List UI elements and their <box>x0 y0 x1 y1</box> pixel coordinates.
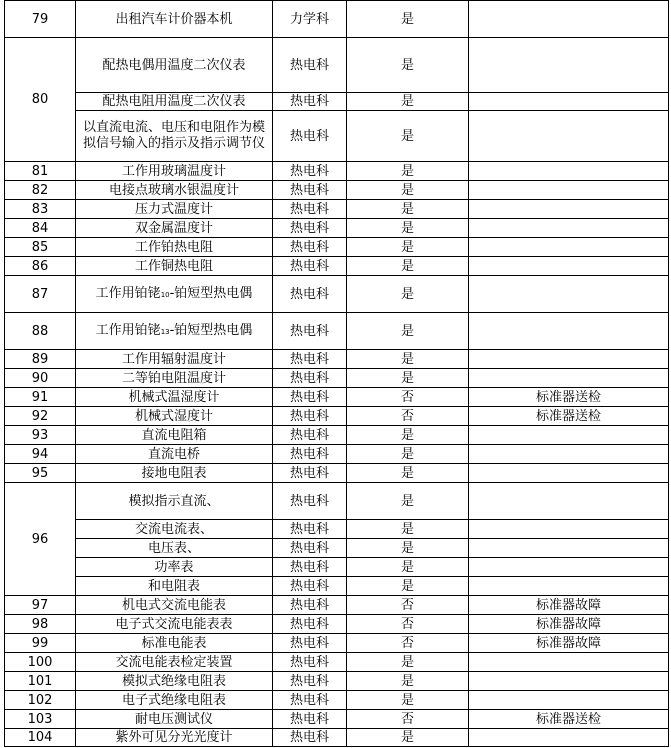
row-number: 101 <box>5 672 76 691</box>
department: 热电科 <box>273 615 347 634</box>
department: 热电科 <box>273 520 347 539</box>
note <box>469 313 669 350</box>
status-flag: 是 <box>347 313 469 350</box>
row-number: 98 <box>5 615 76 634</box>
status-flag: 是 <box>347 653 469 672</box>
note <box>469 653 669 672</box>
department: 热电科 <box>273 483 347 520</box>
table-row <box>5 653 669 672</box>
note <box>469 577 669 596</box>
instrument-name: 交流电能表检定装置 <box>76 653 273 672</box>
note: 标准器故障 <box>469 596 669 615</box>
status-flag: 否 <box>347 710 469 729</box>
status-flag: 是 <box>347 38 469 93</box>
status-flag: 是 <box>347 539 469 558</box>
row-number: 91 <box>5 388 76 407</box>
row-number: 102 <box>5 691 76 710</box>
note <box>469 729 669 747</box>
status-flag: 是 <box>347 350 469 369</box>
note <box>469 539 669 558</box>
instrument-name: 交流电流表、 <box>76 520 273 539</box>
department: 热电科 <box>273 539 347 558</box>
instrument-name: 直流电阻箱 <box>76 426 273 445</box>
status-flag: 是 <box>347 672 469 691</box>
instrument-name: 接地电阻表 <box>76 464 273 483</box>
department: 热电科 <box>273 729 347 747</box>
note <box>469 93 669 111</box>
table-row <box>5 93 669 111</box>
instrument-name: 工作铂热电阻 <box>76 238 273 257</box>
table-row <box>5 238 669 257</box>
table-row <box>5 483 669 520</box>
note <box>469 111 669 162</box>
table-row <box>5 407 669 426</box>
department: 热电科 <box>273 596 347 615</box>
status-flag: 否 <box>347 596 469 615</box>
note <box>469 200 669 219</box>
table-row <box>5 276 669 313</box>
status-flag: 是 <box>347 445 469 464</box>
status-flag: 否 <box>347 634 469 653</box>
table-row <box>5 672 669 691</box>
instrument-name <box>76 276 273 313</box>
department: 热电科 <box>273 257 347 276</box>
note: 标准器故障 <box>469 615 669 634</box>
note <box>469 276 669 313</box>
status-flag: 是 <box>347 691 469 710</box>
table-row <box>5 596 669 615</box>
note <box>469 483 669 520</box>
instrument-name: 以直流电流、电压和电阻作为模拟信号输入的指示及指示调节仪 <box>76 111 273 162</box>
instrument-name: 压力式温度计 <box>76 200 273 219</box>
status-flag: 是 <box>347 238 469 257</box>
note <box>469 426 669 445</box>
row-number: 81 <box>5 162 76 181</box>
status-flag: 是 <box>347 577 469 596</box>
status-flag: 是 <box>347 181 469 200</box>
row-number: 100 <box>5 653 76 672</box>
instrument-name: 电子式绝缘电阻表 <box>76 691 273 710</box>
name-part: 工作用铂铑 <box>95 285 161 301</box>
instrument-name <box>76 313 273 350</box>
table-row <box>5 388 669 407</box>
subscript: 10 <box>160 290 170 299</box>
table-row <box>5 539 669 558</box>
department: 热电科 <box>273 350 347 369</box>
note <box>469 558 669 577</box>
department: 热电科 <box>273 313 347 350</box>
department: 热电科 <box>273 464 347 483</box>
instrument-name: 工作铜热电阻 <box>76 257 273 276</box>
instrument-name: 电压表、 <box>76 539 273 558</box>
status-flag: 是 <box>347 729 469 747</box>
subscript: 13 <box>160 327 170 336</box>
instrument-name: 模拟式绝缘电阻表 <box>76 672 273 691</box>
note <box>469 445 669 464</box>
instrument-name: 电子式交流电能表表 <box>76 615 273 634</box>
department: 热电科 <box>273 558 347 577</box>
department: 热电科 <box>273 111 347 162</box>
table-row <box>5 729 669 747</box>
note <box>469 520 669 539</box>
department: 热电科 <box>273 38 347 93</box>
table-row <box>5 162 669 181</box>
status-flag: 是 <box>347 200 469 219</box>
department: 热电科 <box>273 653 347 672</box>
department: 热电科 <box>273 369 347 388</box>
table-row <box>5 313 669 350</box>
table-row <box>5 181 669 200</box>
table-row <box>5 520 669 539</box>
instrument-name: 二等铂电阻温度计 <box>76 369 273 388</box>
department: 热电科 <box>273 200 347 219</box>
note <box>469 38 669 93</box>
name-part: 工作用铂铑 <box>95 322 161 338</box>
status-flag: 是 <box>347 93 469 111</box>
department: 热电科 <box>273 162 347 181</box>
department: 热电科 <box>273 388 347 407</box>
row-number: 103 <box>5 710 76 729</box>
instrument-name: 工作用玻璃温度计 <box>76 162 273 181</box>
department: 热电科 <box>273 407 347 426</box>
note: 标准器送检 <box>469 407 669 426</box>
status-flag: 是 <box>347 276 469 313</box>
department: 热电科 <box>273 577 347 596</box>
table-row <box>5 200 669 219</box>
note <box>469 691 669 710</box>
status-flag: 否 <box>347 615 469 634</box>
department: 热电科 <box>273 672 347 691</box>
instrument-name: 耐电压测试仪 <box>76 710 273 729</box>
row-number: 88 <box>5 313 76 350</box>
table-row <box>5 691 669 710</box>
instrument-name: 出租汽车计价器本机 <box>76 1 273 38</box>
row-number: 82 <box>5 181 76 200</box>
status-flag: 是 <box>347 369 469 388</box>
note <box>469 672 669 691</box>
instrument-name: 直流电桥 <box>76 445 273 464</box>
instrument-name: 配热电阻用温度二次仪表 <box>76 93 273 111</box>
note: 标准器送检 <box>469 388 669 407</box>
table-row <box>5 111 669 162</box>
status-flag: 是 <box>347 464 469 483</box>
instrument-name: 模拟指示直流、 <box>76 483 273 520</box>
department: 热电科 <box>273 219 347 238</box>
table-row <box>5 257 669 276</box>
table-row <box>5 445 669 464</box>
row-number: 84 <box>5 219 76 238</box>
table-row <box>5 558 669 577</box>
department: 热电科 <box>273 181 347 200</box>
note <box>469 238 669 257</box>
equipment-table <box>4 0 669 747</box>
row-number: 87 <box>5 276 76 313</box>
note <box>469 181 669 200</box>
row-number: 97 <box>5 596 76 615</box>
note: 标准器送检 <box>469 710 669 729</box>
instrument-name: 标准电能表 <box>76 634 273 653</box>
row-number: 80 <box>5 38 76 162</box>
status-flag: 是 <box>347 1 469 38</box>
note <box>469 162 669 181</box>
row-number: 94 <box>5 445 76 464</box>
table-row <box>5 615 669 634</box>
instrument-name: 机械式湿度计 <box>76 407 273 426</box>
status-flag: 否 <box>347 407 469 426</box>
instrument-name: 和电阻表 <box>76 577 273 596</box>
row-number: 92 <box>5 407 76 426</box>
note <box>469 1 669 38</box>
row-number: 79 <box>5 1 76 38</box>
instrument-name: 机械式温湿度计 <box>76 388 273 407</box>
name-part: -铂短型热电偶 <box>169 322 253 338</box>
row-number: 85 <box>5 238 76 257</box>
note <box>469 350 669 369</box>
table-row <box>5 426 669 445</box>
department: 热电科 <box>273 445 347 464</box>
row-number: 86 <box>5 257 76 276</box>
table-row <box>5 350 669 369</box>
instrument-name: 配热电偶用温度二次仪表 <box>76 38 273 93</box>
status-flag: 是 <box>347 162 469 181</box>
table-row <box>5 1 669 38</box>
instrument-name: 工作用辐射温度计 <box>76 350 273 369</box>
table-row <box>5 710 669 729</box>
department: 热电科 <box>273 634 347 653</box>
instrument-name: 双金属温度计 <box>76 219 273 238</box>
row-number: 93 <box>5 426 76 445</box>
note <box>469 257 669 276</box>
row-number: 96 <box>5 483 76 596</box>
row-number: 83 <box>5 200 76 219</box>
instrument-name: 机电式交流电能表 <box>76 596 273 615</box>
instrument-name: 功率表 <box>76 558 273 577</box>
status-flag: 是 <box>347 558 469 577</box>
table-row <box>5 634 669 653</box>
note <box>469 369 669 388</box>
table-row <box>5 369 669 388</box>
department: 热电科 <box>273 691 347 710</box>
table-row <box>5 219 669 238</box>
row-number: 104 <box>5 729 76 747</box>
row-number: 90 <box>5 369 76 388</box>
status-flag: 是 <box>347 426 469 445</box>
status-flag: 是 <box>347 483 469 520</box>
department: 力学科 <box>273 1 347 38</box>
instrument-name: 紫外可见分光光度计 <box>76 729 273 747</box>
department: 热电科 <box>273 276 347 313</box>
table-row <box>5 38 669 93</box>
table-row <box>5 464 669 483</box>
instrument-name: 电接点玻璃水银温度计 <box>76 181 273 200</box>
status-flag: 是 <box>347 520 469 539</box>
department: 热电科 <box>273 93 347 111</box>
note <box>469 464 669 483</box>
row-number: 95 <box>5 464 76 483</box>
name-part: -铂短型热电偶 <box>169 285 253 301</box>
status-flag: 是 <box>347 219 469 238</box>
note: 标准器故障 <box>469 634 669 653</box>
status-flag: 否 <box>347 388 469 407</box>
row-number: 89 <box>5 350 76 369</box>
department: 热电科 <box>273 426 347 445</box>
status-flag: 是 <box>347 111 469 162</box>
table-row <box>5 577 669 596</box>
department: 热电科 <box>273 710 347 729</box>
note <box>469 219 669 238</box>
department: 热电科 <box>273 238 347 257</box>
row-number: 99 <box>5 634 76 653</box>
status-flag: 是 <box>347 257 469 276</box>
